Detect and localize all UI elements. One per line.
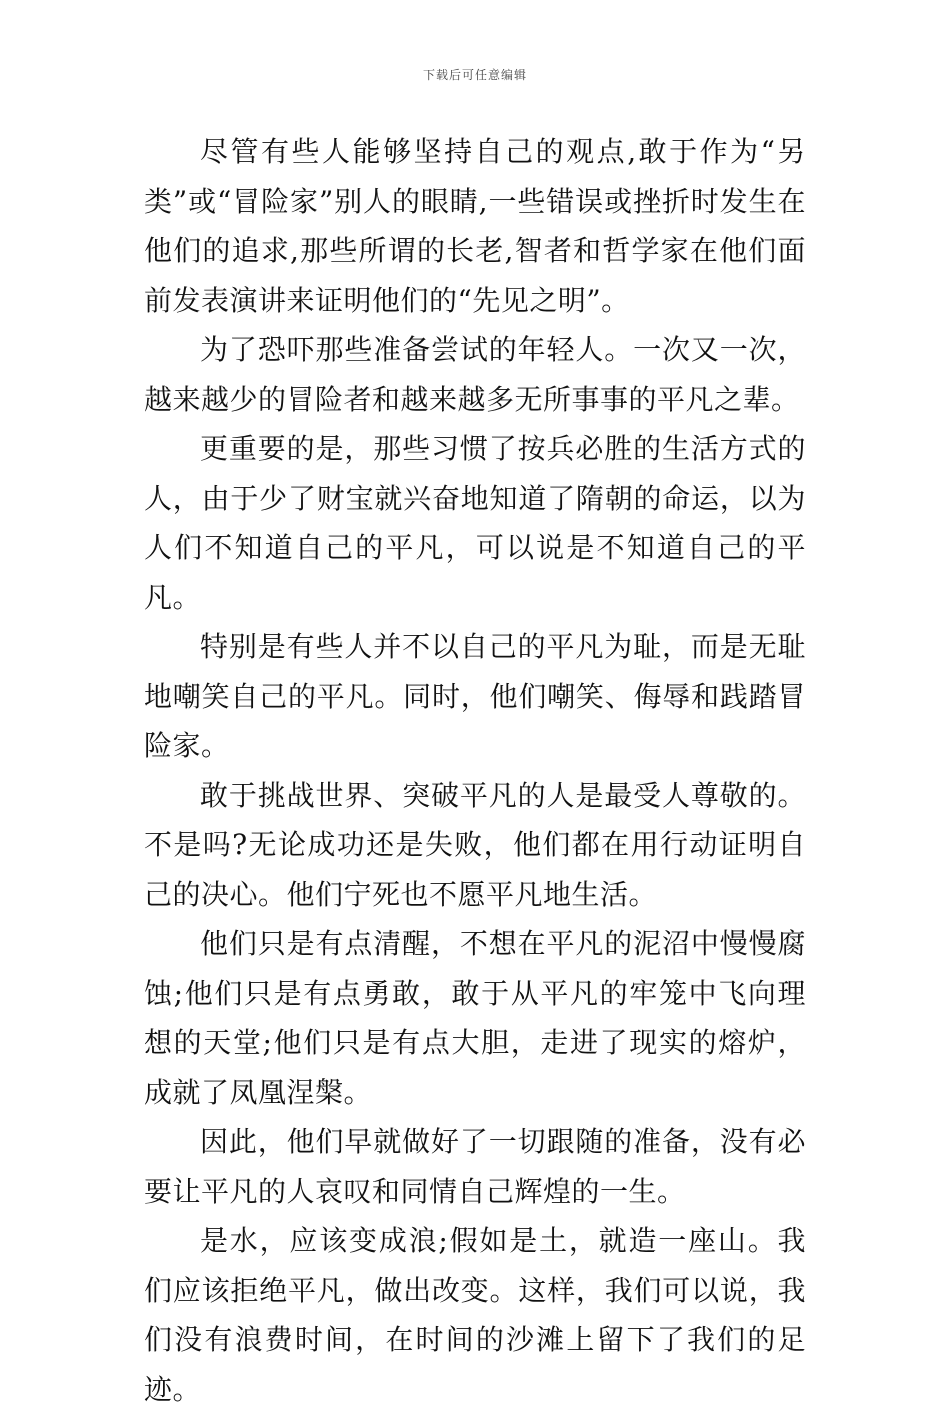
page-header-note: 下载后可任意编辑 <box>422 68 527 82</box>
document-body <box>144 127 806 1414</box>
paragraph-2: 为了恐吓那些准备尝试的年轻人。一次又一次，越来越少的冒险者和越来越多无所事事的平凡之辈。 <box>144 333 806 416</box>
paragraph-8: 是水，应该变成浪;假如是土，就造一座山。我们应该拒绝平凡，做出改变。这样，我们可以说，我们没有浪费时间，在时间的沙滩上留下了我们的足迹。 <box>144 1224 806 1406</box>
paragraph-1: 尽管有些人能够坚持自己的观点,敢于作为“另类”或“冒险家”别人的眼睛,一些错误或挫折时发生在他们的追求,那些所谓的长老,智者和哲学家在他们面前发表演讲来证明他们的“先见之明”。 <box>144 135 806 317</box>
paragraph-4: 特别是有些人并不以自己的平凡为耻，而是无耻地嘲笑自己的平凡。同时，他们嘲笑、侮辱和践踏冒险家。 <box>144 630 806 762</box>
paragraph-5: 敢于挑战世界、突破平凡的人是最受人尊敬的。不是吗?无论成功还是失败，他们都在用行动证明自己的决心。他们宁死也不愿平凡地生活。 <box>144 778 806 911</box>
paragraph-3: 更重要的是，那些习惯了按兵必胜的生活方式的人，由于少了财宝就兴奋地知道了隋朝的命运，以为人们不知道自己的平凡，可以说是不知道自己的平凡。 <box>144 432 806 614</box>
paragraph-7: 因此，他们早就做好了一切跟随的准备，没有必要让平凡的人哀叹和同情自己辉煌的一生。 <box>144 1125 806 1208</box>
paragraph-6: 他们只是有点清醒，不想在平凡的泥沼中慢慢腐蚀;他们只是有点勇敢，敢于从平凡的牢笼中飞向理想的天堂;他们只是有点大胆，走进了现实的熔炉，成就了凤凰涅槃。 <box>144 927 806 1109</box>
